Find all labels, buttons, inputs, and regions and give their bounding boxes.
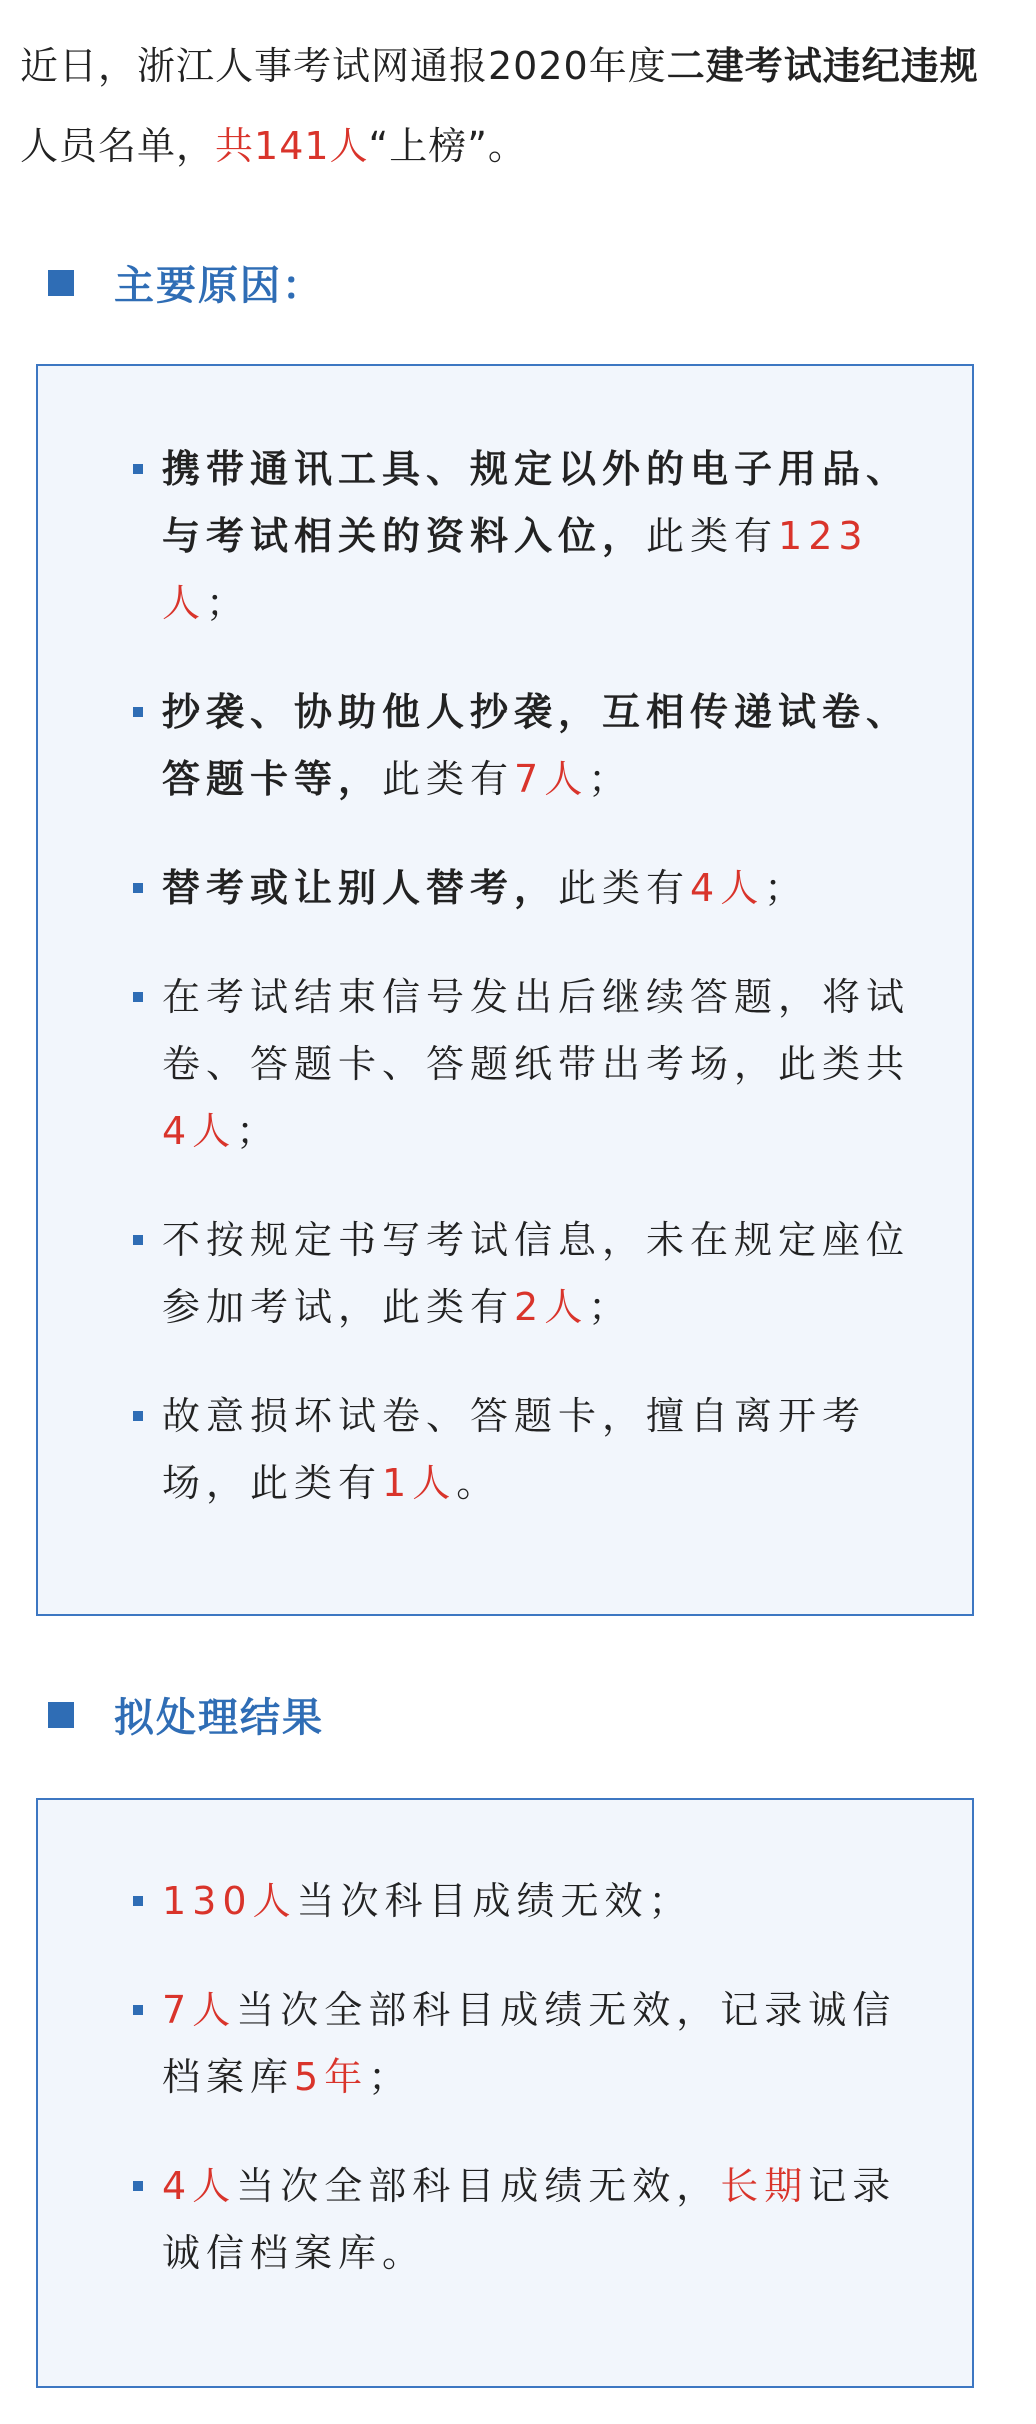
heading-square-icon xyxy=(48,1702,74,1728)
list-item xyxy=(38,679,972,813)
section-heading-reasons xyxy=(48,254,324,311)
list-item xyxy=(38,1977,972,2111)
item-count: 123人 xyxy=(162,514,869,625)
section-heading-results xyxy=(48,1686,324,1743)
item-text: 不按规定书写考试信息，未在规定座位参加考试，此类有 xyxy=(162,1218,911,1329)
list-item xyxy=(38,2153,972,2287)
item-end: ； xyxy=(588,1285,633,1329)
item-bold-text: 抄袭、协助他人抄袭，互相传递试卷、答题卡等， xyxy=(162,690,911,801)
results-box xyxy=(36,1798,974,2388)
intro-text: 近日，浙江人事考试网通报2020年度 xyxy=(20,44,667,88)
item-end: ； xyxy=(588,757,633,801)
reasons-box xyxy=(36,364,974,1616)
bullet-square-icon xyxy=(133,2005,143,2015)
item-text: 此类有 xyxy=(558,866,691,910)
intro-paragraph xyxy=(20,26,1016,186)
item-end: ； xyxy=(764,866,809,910)
item-count: 2人 xyxy=(514,1285,589,1329)
bullet-square-icon xyxy=(133,883,143,893)
intro-highlight-bold: 二建考试违纪违规 xyxy=(666,44,979,88)
section-title: 主要原因： xyxy=(114,263,324,309)
list-item xyxy=(38,436,972,637)
bullet-square-icon xyxy=(133,992,143,1002)
item-count: 7人 xyxy=(162,1988,237,2032)
bullet-square-icon xyxy=(133,2181,143,2191)
item-text: 此类有 xyxy=(382,757,515,801)
intro-text: “上榜”。 xyxy=(368,124,527,168)
item-text: 当次科目成绩无效； xyxy=(296,1879,693,1923)
item-text: 当次全部科目成绩无效，记录诚信档案库 xyxy=(162,1988,897,2099)
section-title: 拟处理结果 xyxy=(114,1695,324,1741)
item-count: 4人 xyxy=(162,2164,237,2208)
item-text: 在考试结束信号发出后继续答题，将试卷、答题卡、答题纸带出考场，此类共 xyxy=(162,975,911,1086)
item-count: 4人 xyxy=(162,1109,237,1153)
item-end: ； xyxy=(236,1109,281,1153)
item-bold-text: 替考或让别人替考， xyxy=(162,866,559,910)
list-item xyxy=(38,1868,972,1935)
list-item xyxy=(38,964,972,1165)
item-end: ； xyxy=(206,581,251,625)
list-item xyxy=(38,1383,972,1517)
item-text: 故意损坏试卷、答题卡，擅自离开考场，此类有 xyxy=(162,1394,867,1505)
item-end: 。 xyxy=(456,1461,501,1505)
bullet-square-icon xyxy=(133,707,143,717)
bullet-square-icon xyxy=(133,464,143,474)
list-item xyxy=(38,855,972,922)
bullet-square-icon xyxy=(133,1411,143,1421)
item-duration: 5年 xyxy=(294,2055,369,2099)
bullet-square-icon xyxy=(133,1896,143,1906)
item-count: 4人 xyxy=(690,866,765,910)
item-bold-text: 携带通讯工具、规定以外的电子用品、与考试相关的资料入位， xyxy=(162,447,911,558)
item-text: 此类有 xyxy=(646,514,779,558)
intro-count: 共141人 xyxy=(215,124,369,168)
item-duration: 长期 xyxy=(720,2164,809,2208)
item-end: ； xyxy=(368,2055,413,2099)
heading-square-icon xyxy=(48,270,74,296)
item-end: 记录诚信档案库。 xyxy=(162,2164,897,2275)
item-count: 7人 xyxy=(514,757,589,801)
list-item xyxy=(38,1207,972,1341)
intro-text: 人员名单， xyxy=(20,124,216,168)
item-text: 当次全部科目成绩无效， xyxy=(236,2164,721,2208)
item-count: 130人 xyxy=(162,1879,297,1923)
item-count: 1人 xyxy=(382,1461,457,1505)
bullet-square-icon xyxy=(133,1235,143,1245)
